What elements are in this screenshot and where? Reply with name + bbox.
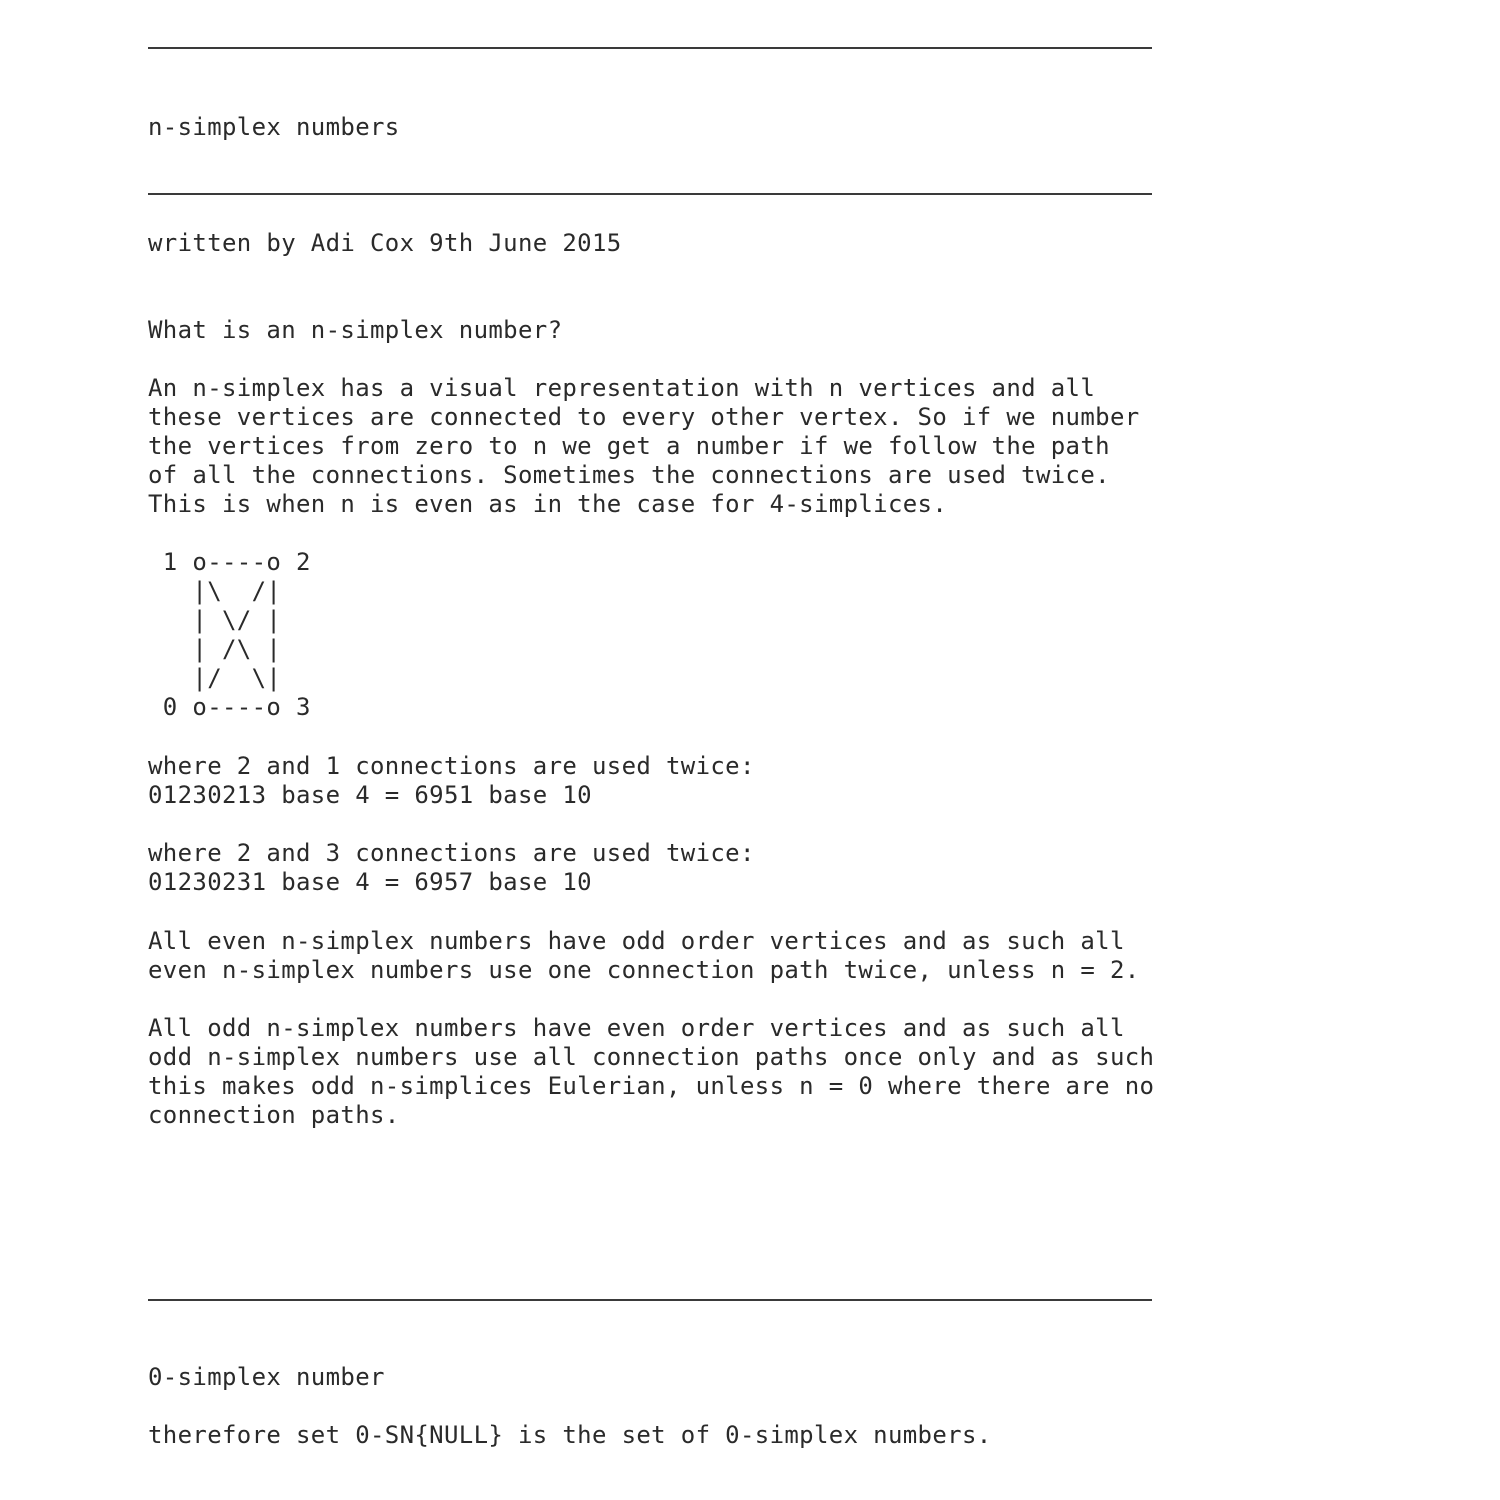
paragraph-line: even n-simplex numbers use one connection path twice, unless n = 2. xyxy=(148,956,1140,984)
paragraph-line: An n-simplex has a visual representation with n vertices and all xyxy=(148,374,1096,402)
example1-label: where 2 and 1 connections are used twice: xyxy=(148,752,755,780)
paragraph-line: this makes odd n-simplices Eulerian, unless n = 0 where there are no xyxy=(148,1072,1155,1100)
diagram-line: |\ /| xyxy=(148,577,282,605)
diagram-line: | /\ | xyxy=(148,635,282,663)
example2-label: where 2 and 3 connections are used twice: xyxy=(148,839,755,867)
document-title: n-simplex numbers xyxy=(148,113,400,141)
intro-heading: What is an n-simplex number? xyxy=(148,316,563,344)
paragraph-line: connection paths. xyxy=(148,1101,400,1129)
section-heading: 0-simplex number xyxy=(148,1363,385,1391)
paragraph-line: of all the connections. Sometimes the connections are used twice. xyxy=(148,461,1110,489)
horizontal-rule-title xyxy=(148,193,1152,195)
section-text: therefore set 0-SN{NULL} is the set of 0-simplex numbers. xyxy=(148,1421,992,1449)
paragraph-line: All even n-simplex numbers have odd order vertices and as such all xyxy=(148,927,1125,955)
diagram-line: 1 o----o 2 xyxy=(148,548,311,576)
example1-value: 01230213 base 4 = 6951 base 10 xyxy=(148,781,592,809)
horizontal-rule-section xyxy=(148,1299,1152,1301)
paragraph-line: the vertices from zero to n we get a number if we follow the path xyxy=(148,432,1110,460)
horizontal-rule-top xyxy=(148,47,1152,49)
diagram-line: | \/ | xyxy=(148,606,282,634)
paragraph-line: This is when n is even as in the case for 4-simplices. xyxy=(148,490,948,518)
paragraph-line: All odd n-simplex numbers have even order vertices and as such all xyxy=(148,1014,1125,1042)
example2-value: 01230231 base 4 = 6957 base 10 xyxy=(148,868,592,896)
paragraph-line: these vertices are connected to every other vertex. So if we number xyxy=(148,403,1140,431)
diagram-line: 0 o----o 3 xyxy=(148,693,311,721)
diagram-line: |/ \| xyxy=(148,664,282,692)
paragraph-line: odd n-simplex numbers use all connection paths once only and as such xyxy=(148,1043,1155,1071)
byline: written by Adi Cox 9th June 2015 xyxy=(148,229,622,257)
